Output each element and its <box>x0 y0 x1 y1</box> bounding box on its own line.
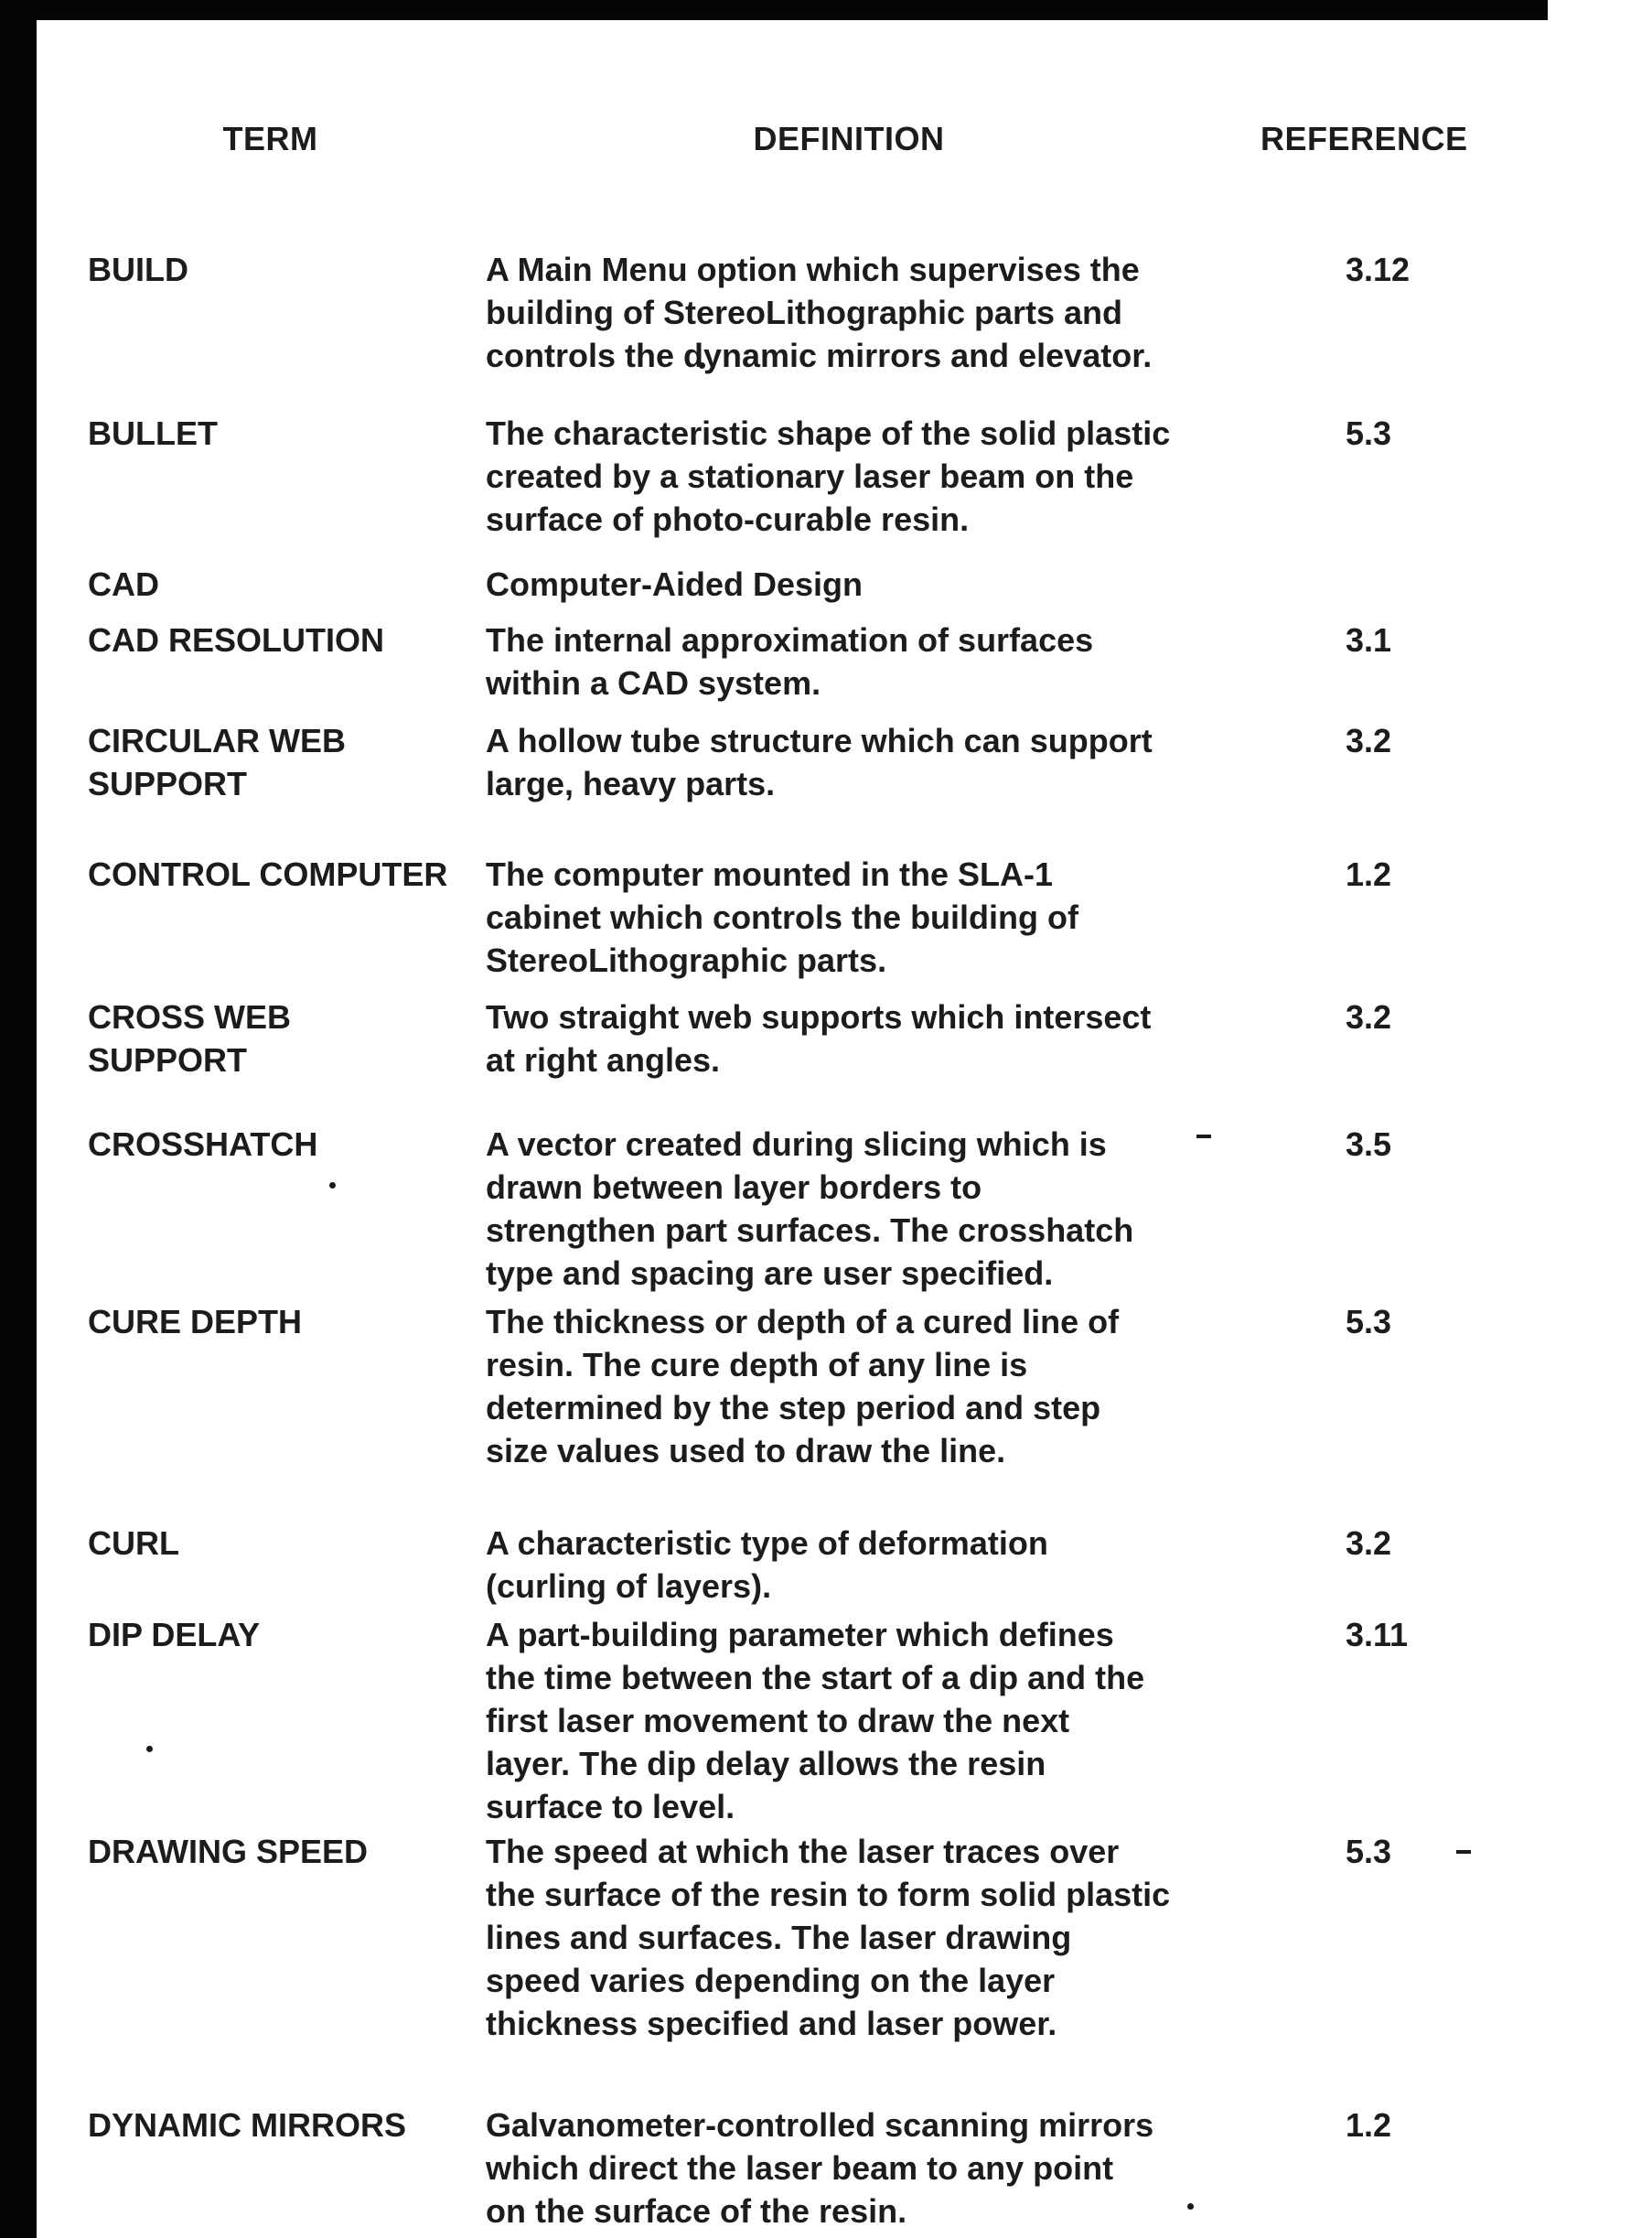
definition-cell: The computer mounted in the SLA-1 cabinet which controls the building of StereoLithographic parts. <box>486 855 1078 979</box>
glossary-row <box>88 1830 1533 2045</box>
term-cell: CURE DEPTH <box>88 1303 303 1340</box>
column-header-term: TERM <box>222 120 318 157</box>
reference-cell <box>1346 563 1533 606</box>
reference-cell: 3.11 <box>1346 1616 1409 1653</box>
term-cell: DIP DELAY <box>88 1616 261 1653</box>
definition-cell: The thickness or depth of a cured line of resin. The cure depth of any line is determined by the step period and step size values used to draw the line. <box>486 1303 1120 1469</box>
glossary-row <box>88 995 1533 1081</box>
glossary-row <box>88 2104 1533 2233</box>
reference-cell: 1.2 <box>1346 855 1392 893</box>
column-header-reference: REFERENCE <box>1260 120 1468 157</box>
reference-cell: 3.2 <box>1346 722 1392 759</box>
glossary-row <box>88 853 1533 982</box>
glossary-row <box>88 1300 1533 1472</box>
reference-cell: 5.3 <box>1346 1303 1392 1340</box>
reference-cell: 1.2 <box>1346 2106 1392 2144</box>
definition-cell: A vector created during slicing which is drawn between layer borders to strengthen part surfaces. The crosshatch type and spacing are user specified. <box>486 1125 1134 1292</box>
definition-cell: Galvanometer-controlled scanning mirrors which direct the laser beam to any point on the surface of the resin. <box>486 2106 1154 2230</box>
glossary-row <box>88 1522 1533 1608</box>
term-cell: CURL <box>88 1524 179 1562</box>
glossary-row <box>88 563 1533 606</box>
term-cell: DYNAMIC MIRRORS <box>88 2106 406 2144</box>
scan-edge-left-bar <box>0 0 37 2238</box>
term-cell: CROSSHATCH <box>88 1125 318 1163</box>
term-cell: CROSS WEB SUPPORT <box>88 998 292 1079</box>
reference-cell: 3.5 <box>1346 1125 1392 1163</box>
term-cell: CAD RESOLUTION <box>88 621 384 659</box>
glossary-table <box>88 117 1533 2233</box>
definition-cell: The characteristic shape of the solid plastic created by a stationary laser beam on the surface of photo-curable resin. <box>486 414 1171 538</box>
reference-cell: 5.3 <box>1346 414 1392 452</box>
glossary-rows <box>88 248 1533 2233</box>
term-cell: BULLET <box>88 414 218 452</box>
column-header-definition: DEFINITION <box>753 120 945 157</box>
term-cell: BUILD <box>88 251 188 288</box>
definition-cell: The internal approximation of surfaces within a CAD system. <box>486 621 1094 702</box>
reference-cell: 3.12 <box>1346 251 1411 288</box>
glossary-row <box>88 719 1533 805</box>
term-cell: CONTROL COMPUTER <box>88 855 448 893</box>
reference-cell: 3.1 <box>1346 621 1392 659</box>
reference-cell: 3.2 <box>1346 998 1392 1036</box>
definition-cell: Computer-Aided Design <box>486 565 864 603</box>
term-cell: CAD <box>88 565 159 603</box>
scan-edge-top-bar <box>0 0 1548 20</box>
definition-cell: A characteristic type of deformation (curling of layers). <box>486 1524 1048 1605</box>
definition-cell: Two straight web supports which intersect at right angles. <box>486 998 1152 1079</box>
glossary-row <box>88 248 1533 377</box>
glossary-row <box>88 1123 1533 1295</box>
reference-cell: 5.3 <box>1346 1833 1392 1870</box>
glossary-header-row <box>88 117 1533 160</box>
definition-cell: A hollow tube structure which can support large, heavy parts. <box>486 722 1153 802</box>
term-cell: DRAWING SPEED <box>88 1833 369 1870</box>
definition-cell: A part-building parameter which defines the time between the start of a dip and the first laser movement to draw the next layer. The dip delay allows the resin surface to level. <box>486 1616 1145 1825</box>
glossary-row <box>88 619 1533 705</box>
glossary-row <box>88 1613 1533 1828</box>
reference-cell: 3.2 <box>1346 1524 1392 1562</box>
term-cell: CIRCULAR WEB SUPPORT <box>88 722 346 802</box>
glossary-row <box>88 412 1533 541</box>
definition-cell: The speed at which the laser traces over the surface of the resin to form solid plastic lines and surfaces. The laser drawing speed varies depending on the layer thickness specified and laser power. <box>486 1833 1171 2042</box>
definition-cell: A Main Menu option which supervises the building of StereoLithographic parts and controls the dynamic mirrors and elevator. <box>486 251 1153 374</box>
